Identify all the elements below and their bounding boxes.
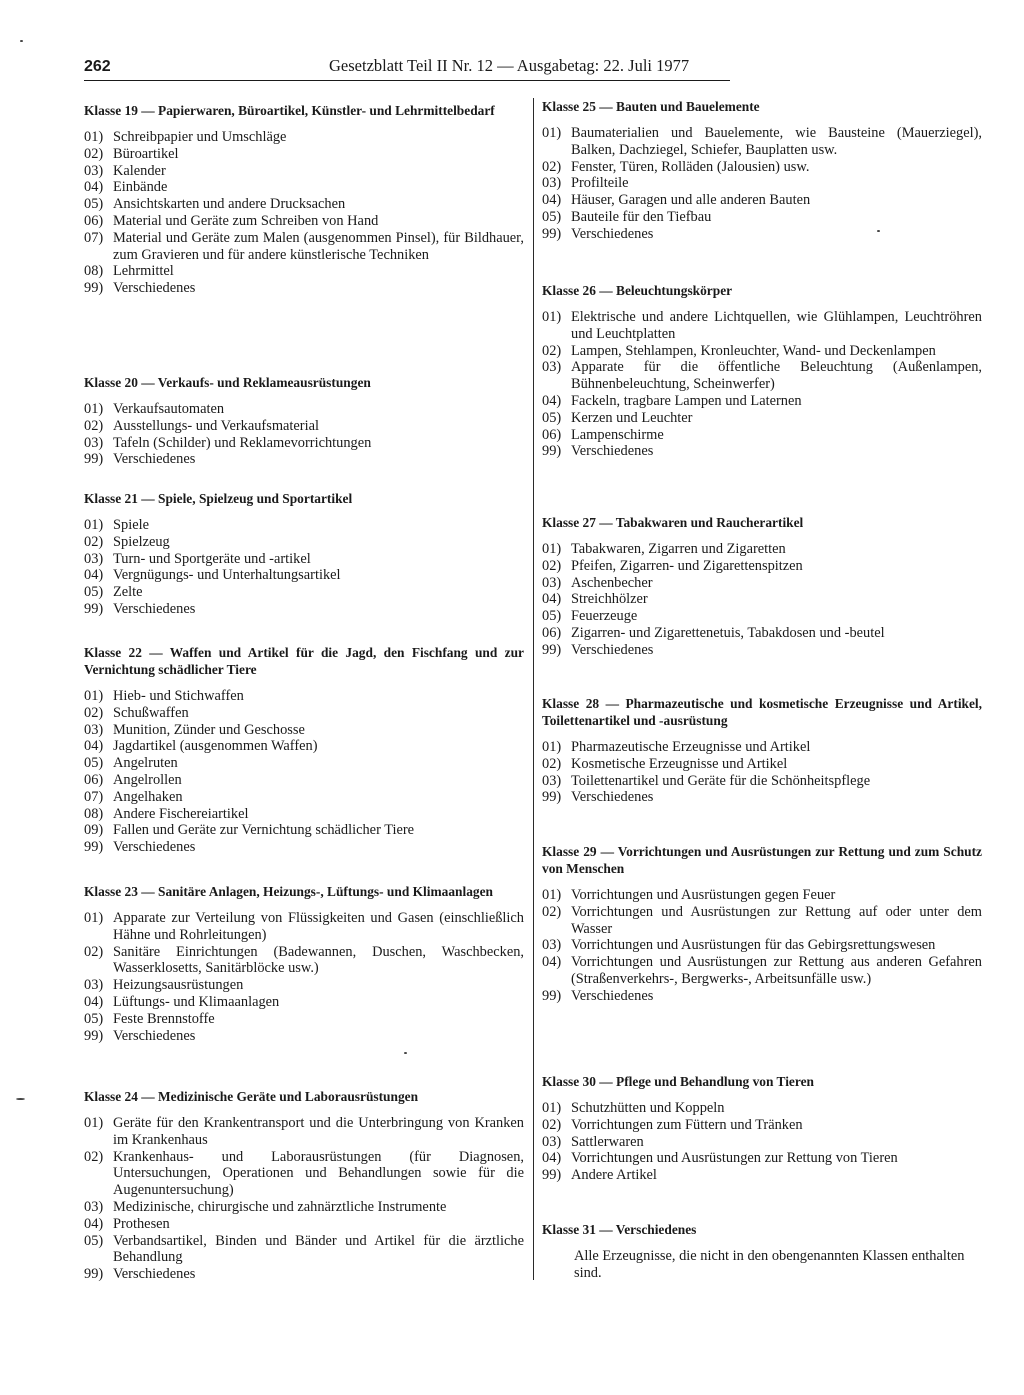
list-item — [84, 551, 524, 568]
item-text: Angelruten — [113, 755, 178, 772]
item-number: 05) — [84, 1232, 104, 1249]
item-text: Angelrollen — [113, 771, 182, 788]
item-number: 01) — [542, 309, 562, 325]
item-text: Fackeln, tragbare Lampen und Laternen — [571, 392, 802, 409]
list-item — [84, 435, 524, 452]
list-item — [84, 418, 524, 435]
list-item — [84, 705, 524, 722]
item-number: 02) — [542, 342, 562, 359]
klasse-section — [542, 1073, 982, 1184]
item-number: 99) — [84, 280, 104, 297]
list-item — [542, 1150, 982, 1167]
item-number: 03) — [542, 359, 562, 376]
item-list — [542, 125, 982, 243]
item-text: Kerzen und Leuchter — [571, 409, 693, 426]
list-item — [84, 517, 524, 534]
klasse-section — [84, 490, 524, 618]
list-item — [84, 1115, 524, 1149]
item-number: 99) — [542, 443, 562, 460]
page-header — [84, 56, 730, 81]
item-text: Sanitäre Einrichtungen (Badewannen, Duschen, Waschbecken, Wasserklosetts, Sanitärblöcke usw.) — [113, 943, 524, 977]
item-text: Lehrmittel — [113, 263, 174, 280]
item-number: 01) — [84, 910, 104, 926]
item-number: 04) — [84, 993, 104, 1010]
item-number: 06) — [84, 212, 104, 229]
item-text: Lüftungs- und Klimaanlagen — [113, 993, 280, 1010]
list-item — [542, 1117, 982, 1134]
item-number: 03) — [84, 721, 104, 738]
list-item — [542, 541, 982, 558]
item-list — [542, 739, 982, 806]
klasse-title: Klasse 27 — Tabakwaren und Raucherartikel — [542, 515, 804, 530]
item-text: Vorrichtungen zum Füttern und Tränken — [571, 1116, 803, 1133]
list-item — [542, 309, 982, 343]
list-item — [84, 601, 524, 618]
item-text: Verschiedenes — [571, 987, 654, 1004]
klasse-section — [542, 695, 982, 806]
klasse-title: Klasse 22 — Waffen und Artikel für die Jagd, den Fischfang und zur Vernichtung schädlicher Tiere — [84, 645, 524, 677]
item-text: Vorrichtungen und Ausrüstungen zur Rettung von Tieren — [571, 1150, 898, 1167]
item-text: Einbände — [113, 179, 168, 196]
item-text: Bauteile für den Tiefbau — [571, 208, 712, 225]
list-item — [84, 772, 524, 789]
item-number: 01) — [84, 401, 104, 417]
item-text: Hieb- und Stichwaffen — [113, 688, 244, 704]
item-number: 03) — [542, 772, 562, 789]
item-number: 02) — [542, 903, 562, 920]
item-text: Fenster, Türen, Rolläden (Jalousien) usw. — [571, 158, 810, 175]
item-number: 02) — [542, 755, 562, 772]
item-number: 04) — [542, 954, 562, 971]
list-item — [84, 839, 524, 856]
item-text: Verschiedenes — [571, 443, 654, 460]
item-text: Schreibpapier und Umschläge — [113, 129, 287, 145]
item-list — [84, 401, 524, 468]
list-item — [542, 226, 982, 243]
list-item — [84, 401, 524, 418]
list-item — [84, 789, 524, 806]
item-text: Verschiedenes — [113, 451, 196, 468]
item-number: 03) — [84, 977, 104, 994]
item-number: 99) — [542, 789, 562, 806]
item-number: 04) — [542, 192, 562, 209]
item-number: 03) — [84, 550, 104, 567]
list-item — [84, 146, 524, 163]
list-item — [542, 642, 982, 659]
list-item — [542, 175, 982, 192]
item-text: Vorrichtungen und Ausrüstungen zur Rettung aus anderen Gefahren (Straßenverkehrs-, Bergwerks-, Arbeitsunfälle usw.) — [571, 954, 982, 987]
item-text: Geräte für den Krankentransport und die Unterbringung von Kranken im Krankenhaus — [113, 1115, 524, 1148]
list-item — [542, 756, 982, 773]
item-number: 04) — [84, 738, 104, 755]
item-text: Häuser, Garagen und alle anderen Bauten — [571, 192, 811, 209]
list-item — [84, 129, 524, 146]
list-item — [542, 443, 982, 460]
klasse-title: Klasse 28 — Pharmazeutische und kosmetische Erzeugnisse und Artikel, Toilettenartikel und -ausrüstung — [542, 696, 982, 728]
page-number: 262 — [84, 58, 111, 75]
item-text: Munition, Zünder und Geschosse — [113, 721, 305, 738]
item-number: 04) — [84, 1215, 104, 1232]
klasse-title: Klasse 25 — Bauten und Bauelemente — [542, 99, 760, 114]
item-number: 05) — [84, 196, 104, 213]
item-text: Ausstellungs- und Verkaufsmaterial — [113, 417, 319, 434]
list-item — [542, 591, 982, 608]
item-number: 02) — [84, 943, 104, 960]
item-text: Apparate zur Verteilung von Flüssigkeiten und Gasen (einschließlich Hähne und Rohrleitungen) — [113, 910, 524, 943]
item-text: Prothesen — [113, 1215, 170, 1232]
item-list — [84, 517, 524, 618]
list-item — [84, 263, 524, 280]
list-item — [542, 410, 982, 427]
item-number: 03) — [542, 574, 562, 591]
item-number: 99) — [542, 1167, 562, 1184]
scan-speck — [20, 40, 23, 42]
item-text: Lampen, Stehlampen, Kronleuchter, Wand- und Deckenlampen — [571, 342, 936, 359]
item-text: Vergnügungs- und Unterhaltungsartikel — [113, 567, 341, 584]
item-text: Elektrische und andere Lichtquellen, wie Glühlampen, Leuchtröhren und Leuchtplatten — [571, 309, 982, 342]
list-item — [542, 1100, 982, 1117]
item-number: 01) — [84, 688, 104, 704]
item-list — [84, 688, 524, 856]
item-number: 04) — [84, 179, 104, 196]
item-text: Verschiedenes — [113, 280, 196, 297]
klasse-section — [84, 374, 524, 468]
scan-speck — [16, 1098, 25, 1100]
item-number: 04) — [542, 392, 562, 409]
list-item — [84, 1216, 524, 1233]
list-item — [84, 451, 524, 468]
list-item — [542, 937, 982, 954]
klasse-section — [542, 843, 982, 1005]
list-item — [542, 427, 982, 444]
list-item — [84, 755, 524, 772]
item-text: Angelhaken — [113, 788, 183, 805]
item-number: 01) — [542, 125, 562, 141]
item-text: Baumaterialien und Bauelemente, wie Bausteine (Mauerziegel), Balken, Dachziegel, Schiefer, Bauplatten usw. — [571, 125, 982, 158]
klasse-title: Klasse 31 — Verschiedenes — [542, 1222, 697, 1237]
item-text: Vorrichtungen und Ausrüstungen für das Gebirgsrettungswesen — [571, 937, 936, 954]
item-text: Zigarren- und Zigarettenetuis, Tabakdosen und -beutel — [571, 624, 885, 641]
item-text: Fallen und Geräte zur Vernichtung schädlicher Tiere — [113, 822, 415, 839]
item-number: 02) — [84, 533, 104, 550]
item-text: Material und Geräte zum Schreiben von Hand — [113, 212, 379, 229]
list-item — [542, 988, 982, 1005]
item-text: Apparate für die öffentliche Beleuchtung (Außenlampen, Bühnenbeleuchtung, Scheinwerfer) — [571, 359, 982, 393]
item-text: Feste Brennstoffe — [113, 1010, 215, 1027]
klasse-title: Klasse 23 — Sanitäre Anlagen, Heizungs-, Lüftungs- und Klimaanlagen — [84, 884, 493, 899]
item-list — [542, 541, 982, 659]
item-number: 06) — [542, 624, 562, 641]
list-item — [542, 125, 982, 159]
item-number: 03) — [542, 175, 562, 192]
item-number: 05) — [84, 584, 104, 601]
item-text: Aschenbecher — [571, 574, 653, 591]
list-item — [84, 1266, 524, 1283]
item-text: Verschiedenes — [113, 600, 196, 617]
item-text: Medizinische, chirurgische und zahnärztliche Instrumente — [113, 1198, 447, 1215]
item-number: 99) — [542, 641, 562, 658]
item-number: 05) — [542, 608, 562, 625]
item-text: Verschiedenes — [113, 839, 196, 856]
list-item — [84, 213, 524, 230]
list-item — [84, 584, 524, 601]
klasse-section — [84, 102, 524, 297]
item-number: 01) — [84, 129, 104, 145]
list-item — [542, 1167, 982, 1184]
item-text: Verkaufsautomaten — [113, 401, 225, 417]
klasse-section — [84, 644, 524, 856]
klasse-section — [542, 1221, 982, 1282]
list-item — [542, 789, 982, 806]
list-item — [84, 738, 524, 755]
item-number: 08) — [84, 263, 104, 280]
list-item — [84, 822, 524, 839]
item-number: 99) — [84, 600, 104, 617]
item-text: Sattlerwaren — [571, 1133, 644, 1150]
item-number: 02) — [542, 1116, 562, 1133]
list-item — [542, 773, 982, 790]
list-item — [542, 1134, 982, 1151]
item-text: Jagdartikel (ausgenommen Waffen) — [113, 738, 318, 755]
list-item — [542, 954, 982, 988]
klasse-title: Klasse 30 — Pflege und Behandlung von Tieren — [542, 1074, 814, 1089]
list-item — [542, 393, 982, 410]
item-number: 99) — [542, 225, 562, 242]
list-item — [84, 910, 524, 944]
item-number: 05) — [542, 409, 562, 426]
item-number: 01) — [542, 1100, 562, 1116]
list-item — [84, 567, 524, 584]
item-number: 04) — [542, 591, 562, 608]
list-item — [542, 608, 982, 625]
item-text: Spiele — [113, 517, 149, 533]
item-text: Pfeifen, Zigarren- und Zigarettenspitzen — [571, 557, 803, 574]
klasse-section — [84, 1088, 524, 1283]
item-text: Tafeln (Schilder) und Reklamevorrichtungen — [113, 434, 372, 451]
item-number: 01) — [84, 1115, 104, 1131]
item-number: 09) — [84, 822, 104, 839]
item-number: 03) — [542, 937, 562, 954]
item-text: Heizungsausrüstungen — [113, 977, 244, 994]
klasse-section — [542, 282, 982, 460]
klasse-section — [542, 514, 982, 659]
item-text: Pharmazeutische Erzeugnisse und Artikel — [571, 739, 811, 755]
running-title: Gesetzblatt Teil II Nr. 12 — Ausgabetag: 22. Juli 1977 — [329, 56, 690, 75]
item-text: Verschiedenes — [113, 1027, 196, 1044]
list-item — [84, 534, 524, 551]
list-item — [84, 280, 524, 297]
item-text: Streichhölzer — [571, 591, 648, 608]
item-number: 03) — [84, 434, 104, 451]
list-item — [542, 159, 982, 176]
list-item — [84, 1149, 524, 1199]
item-number: 03) — [84, 1198, 104, 1215]
item-text: Verschiedenes — [113, 1266, 196, 1283]
item-text: Feuerzeuge — [571, 608, 638, 625]
list-item — [542, 625, 982, 642]
klasse-section — [542, 98, 982, 243]
item-number: 07) — [84, 229, 104, 246]
item-number: 99) — [84, 839, 104, 856]
scan-speck — [877, 230, 880, 232]
item-text: Zelte — [113, 584, 143, 601]
item-text: Turn- und Sportgeräte und -artikel — [113, 550, 311, 567]
item-number: 99) — [84, 451, 104, 468]
list-item — [542, 359, 982, 393]
item-text: Profilteile — [571, 175, 629, 192]
item-text: Kalender — [113, 162, 166, 179]
item-text: Spielzeug — [113, 533, 170, 550]
item-number: 05) — [542, 208, 562, 225]
item-number: 04) — [542, 1150, 562, 1167]
item-list — [84, 129, 524, 297]
klasse-title: Klasse 20 — Verkaufs- und Reklameausrüstungen — [84, 375, 371, 390]
list-item — [542, 887, 982, 904]
item-text: Vorrichtungen und Ausrüstungen zur Rettung auf oder unter dem Wasser — [571, 903, 982, 937]
item-text: Andere Artikel — [571, 1167, 657, 1184]
item-text: Kosmetische Erzeugnisse und Artikel — [571, 755, 788, 772]
item-text: Lampenschirme — [571, 426, 664, 443]
scan-speck — [404, 1052, 407, 1054]
item-text: Verschiedenes — [571, 225, 654, 242]
item-text: Verschiedenes — [571, 789, 654, 806]
list-item — [84, 688, 524, 705]
item-number: 01) — [542, 541, 562, 557]
item-text: Verbandsartikel, Binden und Bänder und Artikel für die ärztliche Behandlung — [113, 1232, 524, 1266]
item-number: 08) — [84, 805, 104, 822]
list-item — [84, 1011, 524, 1028]
item-number: 05) — [84, 1010, 104, 1027]
item-number: 01) — [84, 517, 104, 533]
list-item — [84, 977, 524, 994]
item-number: 02) — [84, 417, 104, 434]
item-text: Vorrichtungen und Ausrüstungen gegen Feuer — [571, 887, 836, 903]
list-item — [542, 739, 982, 756]
item-number: 99) — [542, 987, 562, 1004]
item-list — [542, 887, 982, 1005]
item-text: Ansichtskarten und andere Drucksachen — [113, 196, 346, 213]
list-item — [84, 1233, 524, 1267]
item-text: Schußwaffen — [113, 704, 189, 721]
list-item — [84, 1028, 524, 1045]
item-number: 07) — [84, 788, 104, 805]
item-text: Schutzhütten und Koppeln — [571, 1100, 725, 1116]
klasse-title: Klasse 19 — Papierwaren, Büroartikel, Künstler- und Lehrmittelbedarf — [84, 103, 495, 118]
list-item — [84, 994, 524, 1011]
item-text: Tabakwaren, Zigarren und Zigaretten — [571, 541, 786, 557]
list-item — [542, 904, 982, 938]
item-number: 03) — [542, 1133, 562, 1150]
item-text: Toilettenartikel und Geräte für die Schönheitspflege — [571, 772, 871, 789]
item-text: Verschiedenes — [571, 641, 654, 658]
item-number: 01) — [542, 887, 562, 903]
list-item — [542, 575, 982, 592]
list-item — [542, 343, 982, 360]
list-item — [542, 209, 982, 226]
item-list — [84, 1115, 524, 1283]
item-number: 06) — [84, 771, 104, 788]
list-item — [542, 558, 982, 575]
item-number: 99) — [84, 1266, 104, 1283]
list-item — [84, 806, 524, 823]
item-text: Andere Fischereiartikel — [113, 805, 249, 822]
list-item — [84, 196, 524, 213]
list-item — [84, 230, 524, 264]
item-list — [84, 910, 524, 1044]
klasse-title: Klasse 24 — Medizinische Geräte und Laborausrüstungen — [84, 1089, 419, 1104]
item-number: 04) — [84, 567, 104, 584]
klasse-title: Klasse 26 — Beleuchtungskörper — [542, 283, 733, 298]
item-list — [542, 309, 982, 460]
item-number: 02) — [84, 1148, 104, 1165]
klasse-section — [84, 883, 524, 1044]
klasse-title: Klasse 21 — Spiele, Spielzeug und Sportartikel — [84, 491, 353, 506]
item-number: 03) — [84, 162, 104, 179]
list-item — [84, 722, 524, 739]
item-number: 02) — [84, 704, 104, 721]
item-number: 02) — [84, 145, 104, 162]
list-item — [84, 163, 524, 180]
klasse-title: Klasse 29 — Vorrichtungen und Ausrüstungen zur Rettung und zum Schutz von Menschen — [542, 844, 982, 876]
item-number: 06) — [542, 426, 562, 443]
item-list — [542, 1100, 982, 1184]
item-text: Büroartikel — [113, 145, 179, 162]
list-item — [84, 179, 524, 196]
item-number: 01) — [542, 739, 562, 755]
list-item — [84, 944, 524, 978]
item-text: Krankenhaus- und Laborausrüstungen (für Diagnosen, Untersuchungen, Operationen und Behandlungen sowie für die Augenuntersuchung) — [113, 1148, 524, 1199]
list-item — [542, 192, 982, 209]
column-divider — [533, 98, 534, 1280]
item-number: 99) — [84, 1027, 104, 1044]
item-number: 05) — [84, 755, 104, 772]
klasse-body: Alle Erzeugnisse, die nicht in den obengenannten Klassen enthalten sind. — [574, 1248, 965, 1281]
item-text: Material und Geräte zum Malen (ausgenommen Pinsel), für Bildhauer, zum Gravieren und für andere künstlerische Techniken — [113, 229, 524, 263]
item-number: 02) — [542, 557, 562, 574]
item-number: 02) — [542, 158, 562, 175]
list-item — [84, 1199, 524, 1216]
